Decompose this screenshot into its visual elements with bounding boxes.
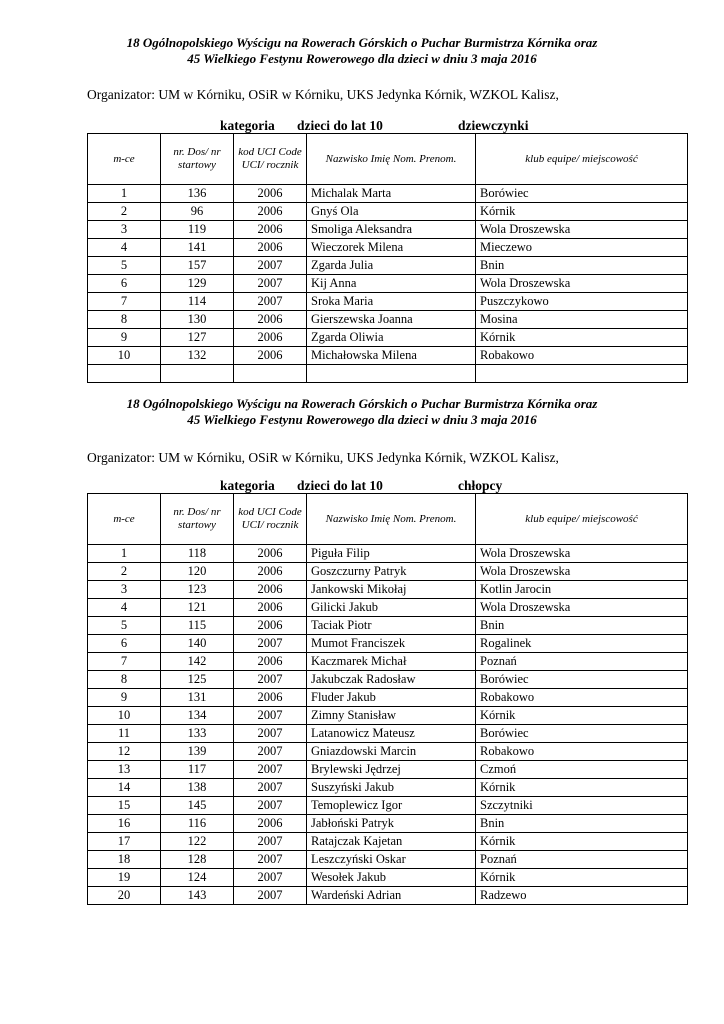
name-cell: Wardeński Adrian [307,887,476,905]
club-cell: Radzewo [476,887,688,905]
name-cell: Fluder Jakub [307,689,476,707]
uci-code-cell: 2007 [234,275,307,293]
uci-code-cell [234,365,307,383]
place-cell: 1 [88,545,161,563]
name-cell: Brylewski Jędrzej [307,761,476,779]
name-cell: Jankowski Mikołaj [307,581,476,599]
place-cell: 19 [88,869,161,887]
place-cell [88,365,161,383]
club-cell: Bnin [476,815,688,833]
uci-code-cell: 2007 [234,671,307,689]
uci-code-cell: 2007 [234,761,307,779]
name-cell: Ratajczak Kajetan [307,833,476,851]
place-cell: 18 [88,851,161,869]
place-cell: 2 [88,203,161,221]
uci-code-cell: 2007 [234,887,307,905]
club-cell: Poznań [476,653,688,671]
uci-code-cell: 2006 [234,239,307,257]
table-row [88,293,688,311]
uci-code-cell: 2007 [234,851,307,869]
table-row [88,581,688,599]
header-place: m-ce [88,494,161,545]
table-body [88,185,688,383]
event-title-line-2: 45 Wielkiego Festynu Rowerowego dla dzieci w dniu 3 maja 2016 [187,412,537,427]
table-row [88,653,688,671]
number-cell: 157 [161,257,234,275]
name-cell: Leszczyński Oskar [307,851,476,869]
table-row [88,851,688,869]
uci-code-cell: 2006 [234,689,307,707]
table-row [88,203,688,221]
table-row [88,347,688,365]
table-row [88,563,688,581]
name-cell: Temoplewicz Igor [307,797,476,815]
name-cell: Michalak Marta [307,185,476,203]
place-cell: 16 [88,815,161,833]
place-cell: 1 [88,185,161,203]
place-cell: 10 [88,707,161,725]
table-row [88,743,688,761]
results-table-girls [87,133,688,383]
header-uci-code: kod UCI Code UCI/ rocznik [234,494,307,545]
place-cell: 14 [88,779,161,797]
club-cell: Wola Droszewska [476,545,688,563]
name-cell: Smoliga Aleksandra [307,221,476,239]
number-cell: 124 [161,869,234,887]
name-cell: Zgarda Julia [307,257,476,275]
category-value: dzieci do lat 10 [297,478,383,493]
category-label: kategoria [220,118,275,133]
name-cell: Jabłoński Patryk [307,815,476,833]
uci-code-cell: 2006 [234,653,307,671]
uci-code-cell: 2006 [234,185,307,203]
number-cell: 139 [161,743,234,761]
name-cell: Latanowicz Mateusz [307,725,476,743]
place-cell: 8 [88,671,161,689]
table-row [88,311,688,329]
club-cell: Mieczewo [476,239,688,257]
uci-code-cell: 2006 [234,545,307,563]
name-cell: Suszyński Jakub [307,779,476,797]
number-cell: 134 [161,707,234,725]
uci-code-cell: 2007 [234,779,307,797]
club-cell: Robakowo [476,347,688,365]
category-label: kategoria [220,478,275,493]
club-cell: Borówiec [476,671,688,689]
name-cell: Kaczmarek Michał [307,653,476,671]
place-cell: 15 [88,797,161,815]
table-row [88,797,688,815]
uci-code-cell: 2007 [234,257,307,275]
uci-code-cell: 2006 [234,815,307,833]
uci-code-cell: 2007 [234,707,307,725]
event-title-line-2: 45 Wielkiego Festynu Rowerowego dla dzieci w dniu 3 maja 2016 [187,51,537,66]
number-cell: 115 [161,617,234,635]
organizer-text: Organizator: UM w Kórniku, OSiR w Kórniku, UKS Jedynka Kórnik, WZKOL Kalisz, [87,450,559,465]
table-row [88,815,688,833]
club-cell: Poznań [476,851,688,869]
place-cell: 2 [88,563,161,581]
number-cell: 128 [161,851,234,869]
place-cell: 5 [88,257,161,275]
club-cell: Bnin [476,257,688,275]
club-cell: Mosina [476,311,688,329]
club-cell: Borówiec [476,725,688,743]
table-row [88,689,688,707]
table-row [88,707,688,725]
uci-code-cell: 2006 [234,329,307,347]
place-cell: 6 [88,275,161,293]
uci-code-cell: 2006 [234,347,307,365]
table-row [88,833,688,851]
place-cell: 9 [88,689,161,707]
header-name: Nazwisko Imię Nom. Prenom. [307,494,476,545]
table-body [88,545,688,905]
number-cell: 138 [161,779,234,797]
uci-code-cell: 2007 [234,797,307,815]
table-row [88,869,688,887]
uci-code-cell: 2006 [234,617,307,635]
header-uci-code: kod UCI Code UCI/ rocznik [234,134,307,185]
club-cell: Wola Droszewska [476,275,688,293]
number-cell: 127 [161,329,234,347]
header-place: m-ce [88,134,161,185]
number-cell: 132 [161,347,234,365]
header-number: nr. Dos/ nr startowy [161,494,234,545]
table-row [88,239,688,257]
uci-code-cell: 2006 [234,221,307,239]
place-cell: 6 [88,635,161,653]
club-cell: Robakowo [476,689,688,707]
uci-code-cell: 2006 [234,563,307,581]
table-row [88,887,688,905]
number-cell: 125 [161,671,234,689]
table-row [88,221,688,239]
table-row [88,257,688,275]
table-row [88,725,688,743]
table-header-row [88,494,688,545]
place-cell: 3 [88,221,161,239]
event-title-line-1: 18 Ogólnopolskiego Wyścigu na Rowerach Górskich o Puchar Burmistrza Kórnika oraz [126,35,598,50]
club-cell: Szczytniki [476,797,688,815]
number-cell: 143 [161,887,234,905]
place-cell: 10 [88,347,161,365]
number-cell: 136 [161,185,234,203]
place-cell: 5 [88,617,161,635]
table-row [88,545,688,563]
number-cell: 130 [161,311,234,329]
number-cell [161,365,234,383]
club-cell: Kórnik [476,707,688,725]
number-cell: 116 [161,815,234,833]
name-cell [307,365,476,383]
number-cell: 121 [161,599,234,617]
club-cell: Puszczykowo [476,293,688,311]
header-number: nr. Dos/ nr startowy [161,134,234,185]
results-table-boys [87,493,688,905]
number-cell: 123 [161,581,234,599]
uci-code-cell: 2007 [234,635,307,653]
uci-code-cell: 2006 [234,581,307,599]
table-row [88,671,688,689]
gender-label: chłopcy [458,478,503,493]
number-cell: 129 [161,275,234,293]
uci-code-cell: 2007 [234,743,307,761]
table-header-row [88,134,688,185]
club-cell: Wola Droszewska [476,221,688,239]
number-cell: 114 [161,293,234,311]
place-cell: 8 [88,311,161,329]
table-row [88,599,688,617]
event-title-line-1: 18 Ogólnopolskiego Wyścigu na Rowerach Górskich o Puchar Burmistrza Kórnika oraz [126,396,598,411]
club-cell: Wola Droszewska [476,563,688,581]
gender-label: dziewczynki [458,118,529,133]
club-cell: Wola Droszewska [476,599,688,617]
club-cell: Kotlin Jarocin [476,581,688,599]
uci-code-cell: 2006 [234,203,307,221]
place-cell: 7 [88,293,161,311]
table-row [88,635,688,653]
uci-code-cell: 2007 [234,833,307,851]
name-cell: Wieczorek Milena [307,239,476,257]
name-cell: Zimny Stanisław [307,707,476,725]
number-cell: 118 [161,545,234,563]
number-cell: 142 [161,653,234,671]
number-cell: 96 [161,203,234,221]
name-cell: Gilicki Jakub [307,599,476,617]
place-cell: 12 [88,743,161,761]
club-cell [476,365,688,383]
category-value: dzieci do lat 10 [297,118,383,133]
uci-code-cell: 2007 [234,293,307,311]
uci-code-cell: 2006 [234,311,307,329]
place-cell: 13 [88,761,161,779]
club-cell: Robakowo [476,743,688,761]
name-cell: Wesołek Jakub [307,869,476,887]
name-cell: Zgarda Oliwia [307,329,476,347]
name-cell: Piguła Filip [307,545,476,563]
place-cell: 9 [88,329,161,347]
uci-code-cell: 2007 [234,725,307,743]
club-cell: Czmoń [476,761,688,779]
table-row [88,779,688,797]
table-row [88,617,688,635]
header-club: klub equipe/ miejscowość [476,134,688,185]
table-row [88,185,688,203]
club-cell: Rogalinek [476,635,688,653]
number-cell: 122 [161,833,234,851]
number-cell: 133 [161,725,234,743]
club-cell: Bnin [476,617,688,635]
name-cell: Sroka Maria [307,293,476,311]
place-cell: 11 [88,725,161,743]
number-cell: 117 [161,761,234,779]
number-cell: 140 [161,635,234,653]
club-cell: Kórnik [476,833,688,851]
place-cell: 4 [88,599,161,617]
club-cell: Borówiec [476,185,688,203]
number-cell: 131 [161,689,234,707]
place-cell: 17 [88,833,161,851]
number-cell: 119 [161,221,234,239]
uci-code-cell: 2006 [234,599,307,617]
header-club: klub equipe/ miejscowość [476,494,688,545]
number-cell: 141 [161,239,234,257]
place-cell: 7 [88,653,161,671]
name-cell: Taciak Piotr [307,617,476,635]
uci-code-cell: 2007 [234,869,307,887]
table-row [88,761,688,779]
club-cell: Kórnik [476,779,688,797]
table-row [88,275,688,293]
club-cell: Kórnik [476,329,688,347]
name-cell: Goszczurny Patryk [307,563,476,581]
place-cell: 3 [88,581,161,599]
club-cell: Kórnik [476,869,688,887]
name-cell: Michałowska Milena [307,347,476,365]
name-cell: Mumot Franciszek [307,635,476,653]
name-cell: Gniazdowski Marcin [307,743,476,761]
organizer-text: Organizator: UM w Kórniku, OSiR w Kórniku, UKS Jedynka Kórnik, WZKOL Kalisz, [87,87,559,102]
place-cell: 20 [88,887,161,905]
name-cell: Jakubczak Radosław [307,671,476,689]
place-cell: 4 [88,239,161,257]
club-cell: Kórnik [476,203,688,221]
number-cell: 120 [161,563,234,581]
header-name: Nazwisko Imię Nom. Prenom. [307,134,476,185]
table-row [88,329,688,347]
name-cell: Gnyś Ola [307,203,476,221]
number-cell: 145 [161,797,234,815]
name-cell: Gierszewska Joanna [307,311,476,329]
name-cell: Kij Anna [307,275,476,293]
table-row [88,365,688,383]
